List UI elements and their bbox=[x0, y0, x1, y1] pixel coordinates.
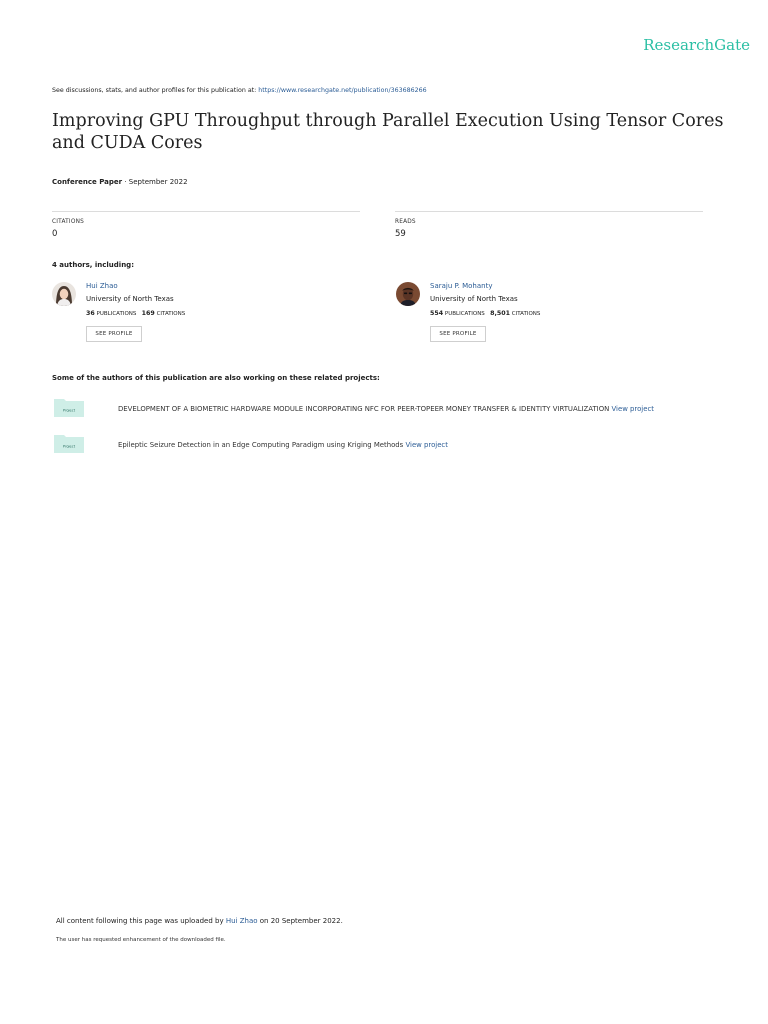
uploader-link[interactable]: Hui Zhao bbox=[225, 917, 258, 925]
citations-count: 169 bbox=[141, 310, 155, 317]
author-name-link[interactable]: Saraju P. Mohanty bbox=[430, 282, 493, 290]
citations-count-label: CITATIONS bbox=[154, 311, 186, 317]
see-profile-button[interactable]: SEE PROFILE bbox=[86, 326, 142, 342]
avatar-saraju-mohanty[interactable] bbox=[396, 282, 420, 306]
project-folder-icon bbox=[54, 435, 84, 453]
publication-url-link[interactable]: https://www.researchgate.net/publication/363686266 bbox=[258, 87, 427, 94]
publications-count: 36 bbox=[86, 310, 95, 317]
author-name-link[interactable]: Hui Zhao bbox=[86, 282, 118, 290]
enhancement-note: The user has requested enhancement of the downloaded file. bbox=[56, 937, 226, 943]
citations-divider bbox=[52, 211, 360, 212]
reads-label: READS bbox=[395, 219, 416, 225]
citations-value: 0 bbox=[52, 229, 58, 239]
paper-type: Conference Paper bbox=[52, 178, 123, 186]
project-title: DEVELOPMENT OF A BIOMETRIC HARDWARE MODULE INCORPORATING NFC FOR PEER-TOPEER MONEY TRANSFER & IDENTITY VIRTUALIZATION bbox=[118, 405, 612, 413]
project-icon-label: Project bbox=[62, 408, 76, 413]
reads-divider bbox=[395, 211, 703, 212]
project-item bbox=[118, 405, 654, 413]
project-icon-label: Project bbox=[62, 444, 76, 449]
avatar-hui-zhao[interactable] bbox=[52, 282, 76, 306]
publications-label: PUBLICATIONS bbox=[94, 311, 137, 317]
upload-suffix: on 20 September 2022. bbox=[257, 917, 343, 925]
author-photo-icon bbox=[396, 282, 420, 306]
author-stats bbox=[430, 310, 540, 317]
upload-note bbox=[56, 917, 343, 925]
project-title: Epileptic Seizure Detection in an Edge Computing Paradigm using Kriging Methods bbox=[118, 441, 406, 449]
citations-count: 8,501 bbox=[490, 310, 510, 317]
publications-count: 554 bbox=[430, 310, 444, 317]
paper-title: Improving GPU Throughput through Parallel Execution Using Tensor Cores and CUDA Cores bbox=[52, 111, 724, 153]
author-photo-icon bbox=[52, 282, 76, 306]
author-affiliation: University of North Texas bbox=[430, 295, 518, 303]
project-folder-icon bbox=[54, 399, 84, 417]
authors-heading: 4 authors, including: bbox=[52, 261, 134, 269]
discussion-line bbox=[52, 87, 427, 94]
paper-type-line bbox=[52, 178, 188, 186]
publications-label: PUBLICATIONS bbox=[443, 311, 485, 317]
citations-label: CITATIONS bbox=[52, 219, 84, 225]
researchgate-logo[interactable]: ResearchGate bbox=[643, 36, 750, 54]
author-affiliation: University of North Texas bbox=[86, 295, 174, 303]
reads-value: 59 bbox=[395, 229, 406, 239]
projects-heading: Some of the authors of this publication are also working on these related projects: bbox=[52, 374, 380, 382]
see-profile-button[interactable]: SEE PROFILE bbox=[430, 326, 486, 342]
paper-date: · September 2022 bbox=[122, 178, 188, 186]
discussion-text: See discussions, stats, and author profiles for this publication at: bbox=[52, 87, 259, 94]
project-item bbox=[118, 441, 448, 449]
author-stats bbox=[86, 310, 185, 317]
view-project-link[interactable]: View project bbox=[611, 405, 654, 413]
view-project-link[interactable]: View project bbox=[405, 441, 448, 449]
upload-prefix: All content following this page was uploaded by bbox=[56, 917, 226, 925]
citations-count-label: CITATIONS bbox=[509, 311, 541, 317]
